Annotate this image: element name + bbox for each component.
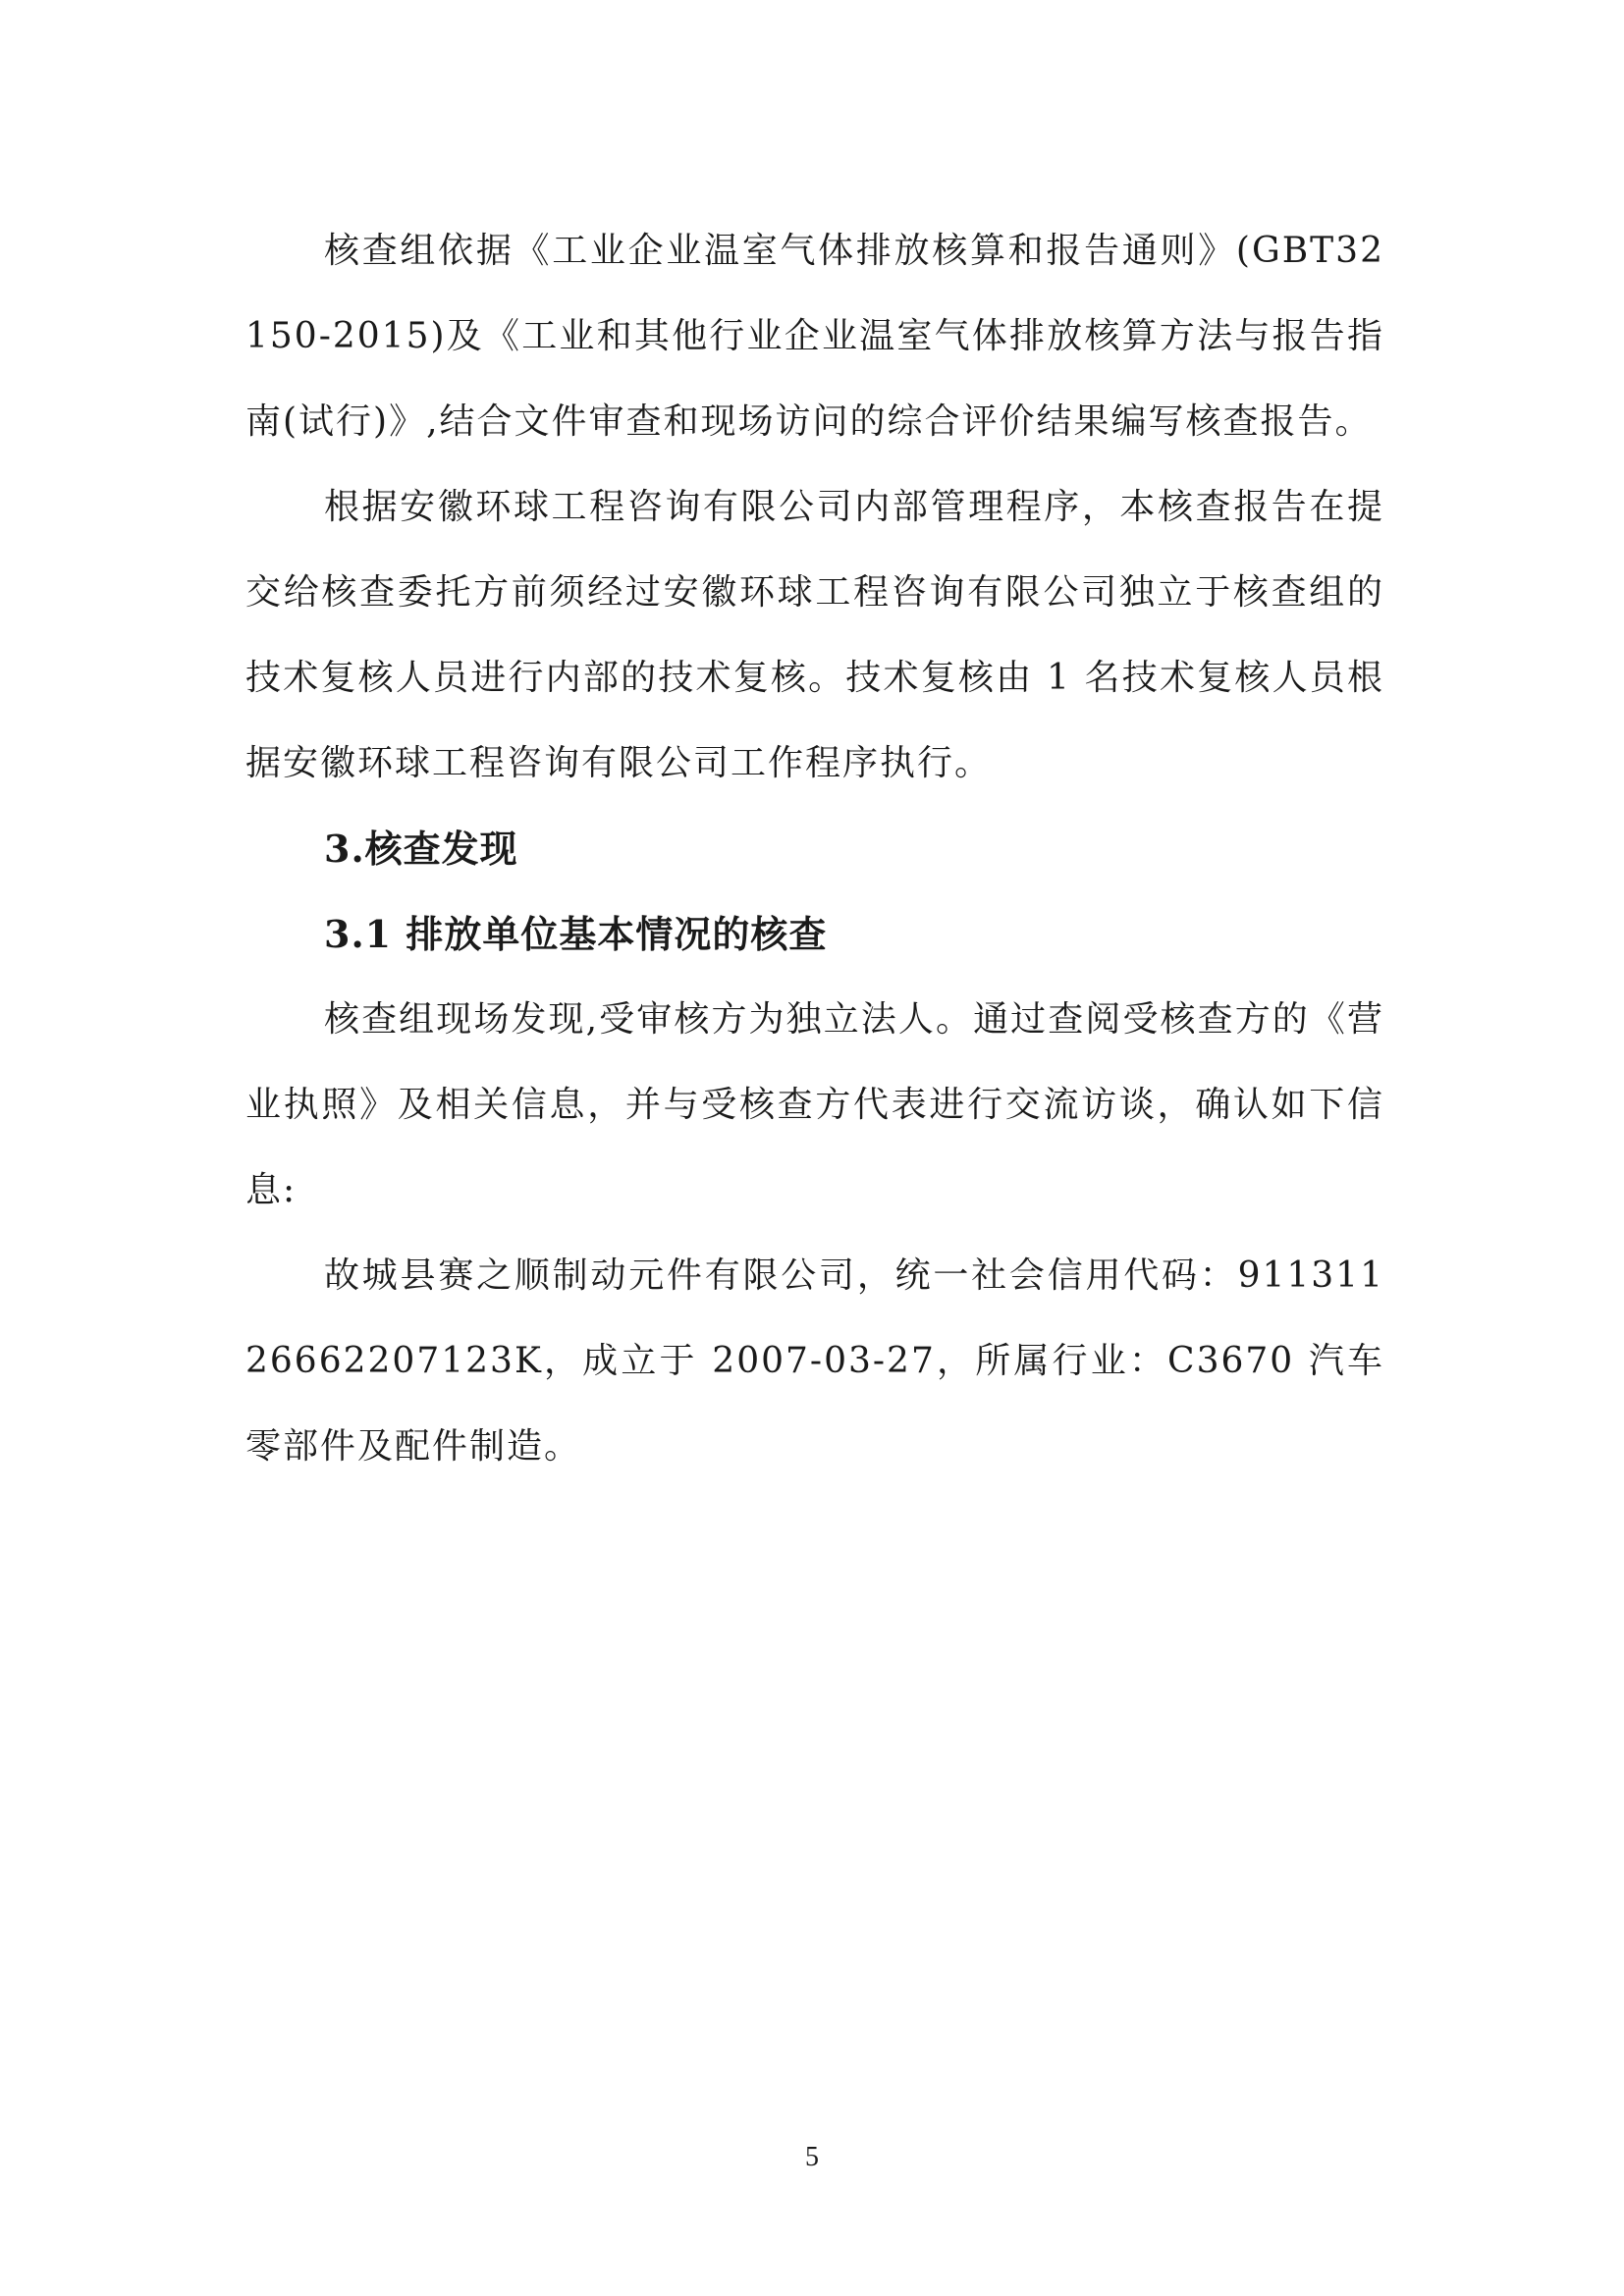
subsection-heading-basic-info: 3.1 排放单位基本情况的核查 — [324, 912, 828, 956]
paragraph-technical-review: 根据安徽环球工程咨询有限公司内部管理程序，本核查报告在提交给核查委托方前须经过安徽环球工程咨询有限公司独立于核查组的技术复核人员进行内部的技术复核。技术复核由 1 名技术复核人员根据安徽环球工程咨询有限公司工作程序执行。 — [245, 487, 1384, 783]
document-body — [245, 208, 1384, 1489]
paragraph-verification-basis: 核查组依据《工业企业温室气体排放核算和报告通则》(GBT32150-2015)及《工业和其他行业企业温室气体排放核算方法与报告指南(试行)》,结合文件审查和现场访问的综合评价结果编写核查报告。 — [245, 231, 1384, 442]
page-number: 5 — [805, 2142, 819, 2172]
paragraph-onsite-findings: 核查组现场发现,受审核方为独立法人。通过查阅受核查方的《营业执照》及相关信息，并与受核查方代表进行交流访谈，确认如下信息: — [245, 999, 1384, 1210]
section-heading-findings: 3.核查发现 — [324, 827, 518, 871]
paragraph-company-info: 故城县赛之顺制动元件有限公司，统一社会信用代码：91131126662207123K，成立于 2007-03-27，所属行业：C3670 汽车零部件及配件制造。 — [245, 1255, 1384, 1467]
